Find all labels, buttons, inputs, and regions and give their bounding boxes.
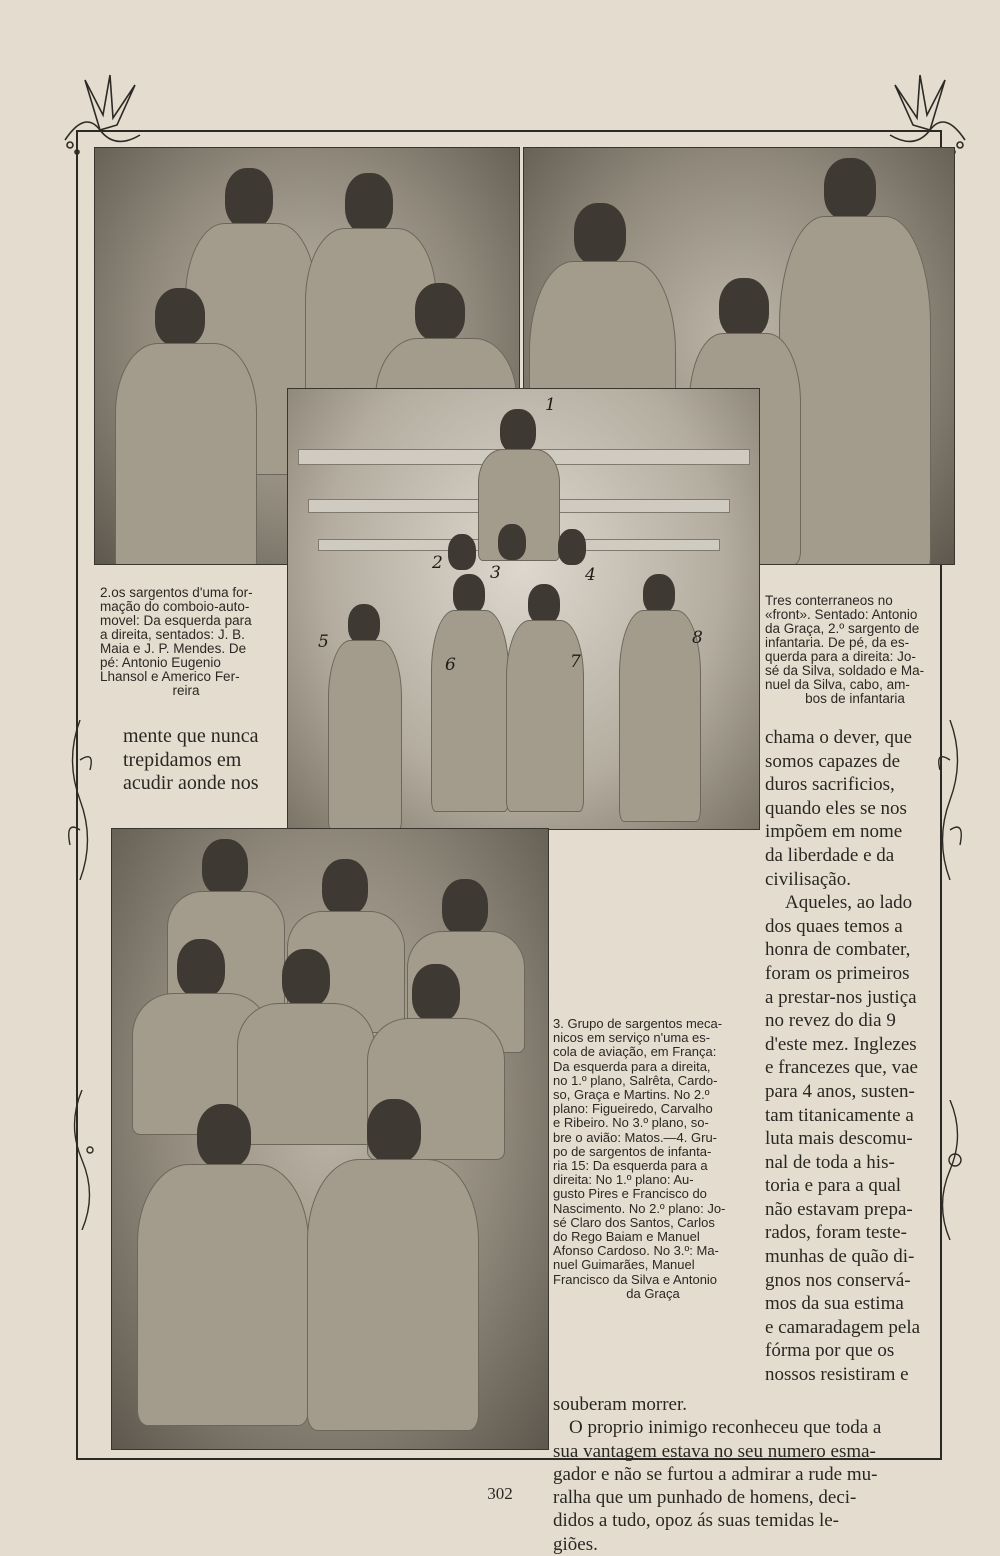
photo-infantry-sergeants [111,828,549,1450]
caption-line: ria 15: Da esquerda para a [553,1158,708,1174]
caption-line: bos de infantaria [805,691,905,706]
text-line: ralha que um punhado de homens, deci- [553,1487,857,1509]
text-line: quando eles se nos [765,797,907,819]
caption-line: movel: Da esquerda para [100,613,252,628]
caption-line: «front». Sentado: Antonio [765,607,918,622]
caption-line: da Graça [626,1285,680,1301]
text-line: civilisação. [765,868,851,890]
caption-line: pé: Antonio Eugenio [100,655,221,670]
text-line: trepidamos em [123,748,242,771]
caption-line: 3. Grupo de sargentos meca- [553,1016,723,1031]
text-line: e camaradagem pela [765,1316,921,1338]
text-line: somos capazes de [765,750,901,772]
page-number: 302 [487,1484,513,1503]
text-line: não estavam prepa- [765,1198,913,1220]
caption-line: no 1.º plano, Salrêta, Cardo- [553,1072,718,1088]
caption-convoy-sergeants [100,586,272,698]
body-text-left-column [123,725,278,796]
text-line: nal de toda a his- [765,1151,895,1173]
left-lower-ornament [62,1090,102,1230]
photo-number-label: 8 [692,628,703,648]
text-line: chama o dever, que [765,727,912,748]
text-line: Aqueles, ao lado [785,892,913,914]
text-line: fórma por que os [765,1340,895,1362]
caption-line: sé Claro dos Santos, Carlos [553,1214,715,1230]
caption-line: so, Graça e Martins. No 2.º [553,1087,710,1103]
caption-line: cola de aviação, em França: [553,1044,717,1060]
caption-line: Tres conterraneos no [765,593,893,608]
caption-line: Da esquerda para a direita, [553,1058,711,1074]
caption-three-countrymen [765,594,945,706]
photo-number-label: 4 [585,565,596,585]
text-line: munhas de quão di- [765,1246,915,1268]
text-line: d'este mez. Inglezes [765,1033,917,1055]
caption-line: Lhansol e Americo Fer- [100,669,240,684]
caption-line: nuel da Silva, cabo, am- [765,677,910,692]
caption-line: po de sargentos de infanta- [553,1143,712,1159]
text-line: O proprio inimigo reconheceu que toda a [569,1417,882,1439]
text-line: tam titanicamente a [765,1104,914,1126]
photo-number-label: 7 [570,652,581,672]
text-line: didos a tudo, opoz ás suas temidas le- [553,1510,840,1532]
caption-line: reira [172,683,200,698]
text-line: honra de combater, [765,939,911,961]
caption-line: querda para a direita: Jo- [765,649,916,664]
text-line: souberam morrer. [553,1394,688,1415]
text-line: luta mais descomu- [765,1128,913,1150]
text-line: mos da sua estima [765,1293,904,1315]
caption-line: nicos em serviço n'uma es- [553,1030,711,1046]
caption-mechanics-and-infantry [553,1017,753,1301]
caption-line: nuel Guimarães, Manuel [553,1257,695,1273]
body-text-bottom-paragraph [553,1393,938,1556]
caption-line: bre o avião: Matos.—4. Gru- [553,1129,718,1145]
caption-line: Francisco da Silva e Antonio [553,1271,718,1287]
caption-line: infantaria. De pé, da es- [765,635,910,650]
text-line: impõem em nome [765,821,903,843]
photo-number-label: 6 [445,655,456,675]
text-line: mente que nunca [123,725,259,747]
caption-line: e Ribeiro. No 3.º plano, so- [553,1115,709,1131]
caption-line: 2.os sargentos d'uma for- [100,585,253,600]
text-line: sua vantagem estava no seu numero esma- [553,1440,876,1462]
caption-line: Afonso Cardoso. No 3.º: Ma- [553,1243,719,1259]
caption-line: plano: Figueiredo, Carvalho [553,1101,713,1117]
text-line: e francezes que, vae [765,1057,918,1079]
text-line: foram os primeiros [765,962,910,984]
text-line: no revez do dia 9 [765,1010,896,1032]
photo-aviation-mechanics [287,388,760,830]
caption-line: Nascimento. No 2.º plano: Jo- [553,1200,726,1216]
text-line: giões. [553,1533,598,1555]
text-line: dos quaes temos a [765,915,903,937]
text-line: para 4 anos, susten- [765,1080,915,1102]
photo-number-label: 2 [432,553,443,573]
caption-line: sé da Silva, soldado e Ma- [765,663,925,678]
text-line: da liberdade e da [765,844,895,866]
caption-line: gusto Pires e Francisco do [553,1186,707,1202]
text-line: a prestar-nos justiça [765,986,917,1008]
text-line: toria e para a qual [765,1175,902,1197]
text-line: nossos resistiram e [765,1364,909,1386]
photo-number-label: 3 [490,563,501,583]
text-line: acudir aonde nos [123,772,259,794]
left-vine-ornament [60,720,100,880]
photo-number-label: 1 [545,395,556,415]
caption-line: Maia e J. P. Mendes. De [100,641,247,656]
body-text-right-column [765,726,937,1387]
caption-line: do Rego Baiam e Manuel [553,1229,700,1245]
caption-line: direita: No 1.º plano: Au- [553,1172,694,1188]
text-line: rados, foram teste- [765,1222,907,1244]
caption-line: da Graça, 2.º sargento de [765,621,920,636]
text-line: gador e não se furtou a admirar a rude mu- [553,1463,878,1485]
caption-line: a direita, sentados: J. B. [100,627,245,642]
photo-number-label: 5 [318,632,329,652]
text-line: gnos nos conservá- [765,1269,911,1291]
caption-line: mação do comboio-auto- [100,599,250,614]
text-line: duros sacrificios, [765,774,895,796]
